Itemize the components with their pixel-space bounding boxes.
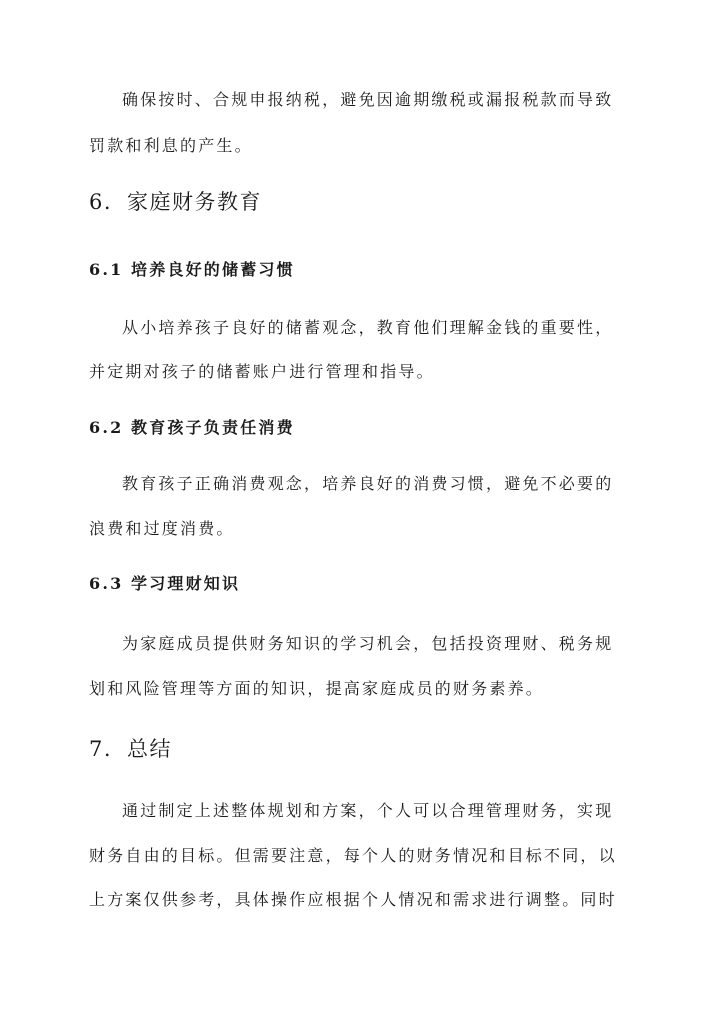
section-6-heading [89,189,634,215]
subsection-6-1-title: 培养良好的储蓄习惯 [131,260,295,279]
subsection-6-2-heading [89,418,634,438]
subsection-6-2-line-1: 教育孩子正确消费观念，培养良好的消费习惯，避免不必要的 [122,474,614,493]
intro-line-1: 确保按时、合规申报纳税，避免因逾期缴税或漏报税款而导致 [122,90,614,109]
subsection-6-1-heading [89,260,634,280]
section-7-title: 总结 [127,737,172,761]
subsection-6-1-line-1: 从小培养孩子良好的储蓄观念，教育他们理解金钱的重要性， [122,318,614,337]
subsection-6-2-number: 6.2 [89,418,124,437]
subsection-6-3-line-2: 划和风险管理等方面的知识，提高家庭成员的财务素养。 [89,679,545,698]
section-7-line-2: 财务自由的目标。但需要注意，每个人的财务情况和目标不同，以 [89,846,617,865]
section-7-heading [89,736,634,762]
section-7-line-1: 通过制定上述整体规划和方案，个人可以合理管理财务，实现 [122,801,614,820]
subsection-6-3-heading [89,574,634,594]
subsection-6-2-line-2: 浪费和过度消费。 [89,519,235,538]
subsection-6-2-title: 教育孩子负责任消费 [131,418,295,437]
subsection-6-1-number: 6.1 [89,260,124,279]
section-7-line-3: 上方案仅供参考，具体操作应根据个人情况和需求进行调整。同时 [89,890,617,909]
intro-line-2: 罚款和利息的产生。 [89,136,253,155]
subsection-6-3-number: 6.3 [89,574,124,593]
section-7-number: 7. [89,737,113,761]
subsection-6-3-title: 学习理财知识 [131,574,241,593]
section-6-number: 6. [89,190,113,214]
section-6-title: 家庭财务教育 [127,190,262,214]
subsection-6-3-line-1: 为家庭成员提供财务知识的学习机会，包括投资理财、税务规 [122,634,614,653]
subsection-6-1-line-2: 并定期对孩子的储蓄账户进行管理和指导。 [89,362,435,381]
